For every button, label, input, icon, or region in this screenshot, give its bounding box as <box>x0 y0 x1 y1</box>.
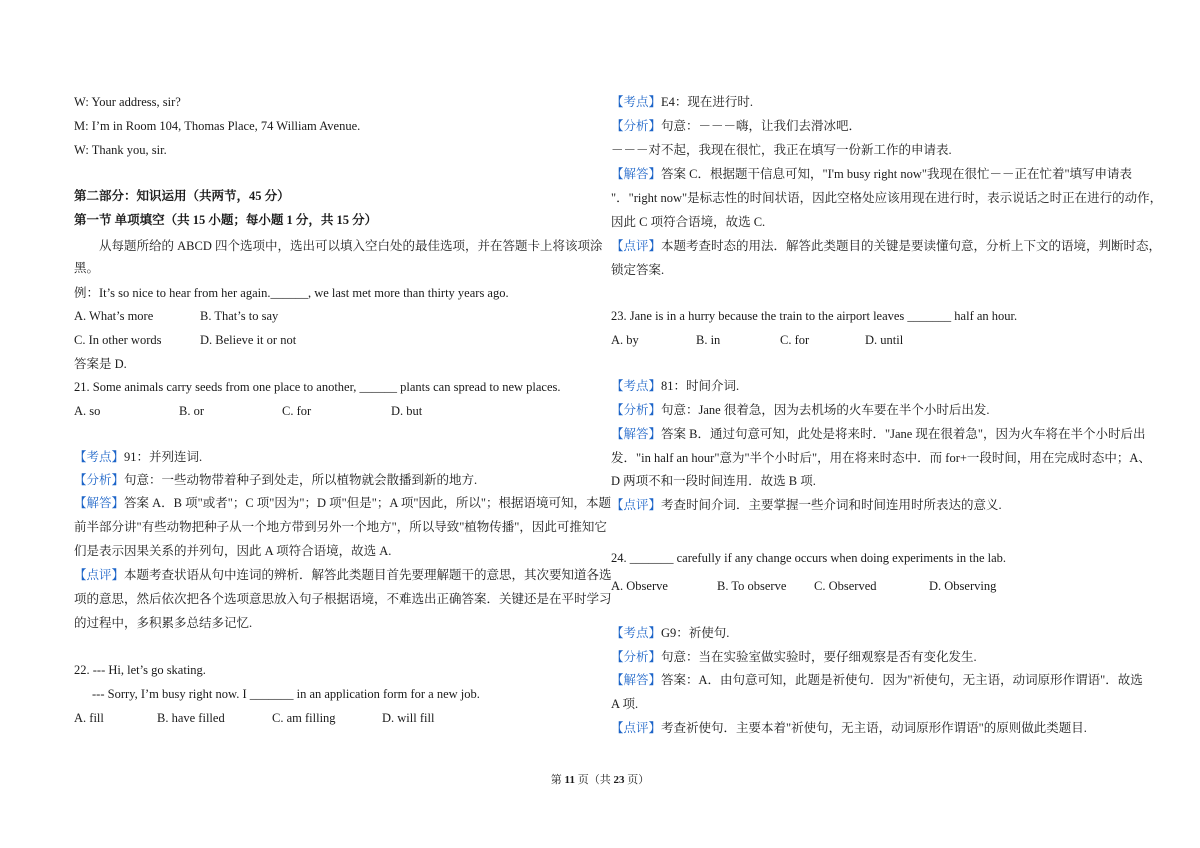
kaodian-tag: 【考点】 <box>611 626 662 640</box>
footer-pre: 第 <box>550 774 565 786</box>
q24-fenxi <box>611 649 977 665</box>
q22-option-b: B. have filled <box>157 711 225 725</box>
q22-stem-reply: --- Sorry, I’m busy right now. I _______ in an application form for a new job. <box>92 687 480 701</box>
q22-kaodian <box>611 94 753 110</box>
q21-dianping <box>74 567 612 583</box>
q23-fenxi <box>611 402 989 418</box>
kaodian-text: 81：时间介词. <box>661 379 740 393</box>
example-answer: 答案是 D. <box>74 357 127 371</box>
fenxi-tag: 【分析】 <box>74 473 125 487</box>
q22-dianping-cont: 锁定答案. <box>611 263 665 277</box>
q22-jieda <box>611 166 1132 182</box>
dianping-text: 考查时间介词．主要掌握一些介词和时间连用时所表达的意义. <box>661 498 1002 512</box>
example-option-b: B. That’s to say <box>200 309 279 323</box>
page-number: 11 <box>564 774 575 786</box>
kaodian-text: G9：祈使句. <box>661 626 730 640</box>
q21-jieda-cont: 前半部分讲"有些动物把种子从一个地方带到另外一个地方"，所以导致"植物传播"，因此可推知它 <box>74 520 607 534</box>
dialog-line: W: Your address, sir? <box>74 95 181 109</box>
example-stem: 例：It’s so nice to hear from her again.______, we last met more than thirty years ago. <box>74 286 509 300</box>
q24-dianping <box>611 720 1087 736</box>
q23-option-b: B. in <box>696 333 721 347</box>
q24-jieda <box>611 672 1143 688</box>
kaodian-tag: 【考点】 <box>611 379 662 393</box>
q24-option-a: A. Observe <box>611 579 668 593</box>
q22-fenxi <box>611 118 861 134</box>
section1-title: 第一节 单项填空（共 15 小题；每小题 1 分，共 15 分） <box>74 213 378 227</box>
kaodian-text: E4：现在进行时. <box>661 95 754 109</box>
instructions-line: 从每题所给的 ABCD 四个选项中，选出可以填入空白处的最佳选项，并在答题卡上将该项涂 <box>99 239 603 253</box>
fenxi-tag: 【分析】 <box>611 119 662 133</box>
footer-mid: 页（共 <box>574 774 614 786</box>
footer-post: 页） <box>624 774 650 786</box>
fenxi-text: 句意：一些动物带着种子到处走，所以植物就会散播到新的地方. <box>124 473 478 487</box>
q22-stem: 22. --- Hi, let’s go skating. <box>74 663 206 677</box>
q21-option-b: B. or <box>179 404 204 418</box>
dialog-line: W: Thank you, sir. <box>74 143 167 157</box>
dialog-line: M: I’m in Room 104, Thomas Place, 74 William Avenue. <box>74 119 361 133</box>
q21-kaodian <box>74 449 202 465</box>
kaodian-tag: 【考点】 <box>611 95 662 109</box>
dianping-text: 本题考查状语从句中连词的辨析．解答此类题目首先要理解题干的意思，其次要知道各选 <box>124 568 612 582</box>
q22-option-d: D. will fill <box>382 711 435 725</box>
q22-jieda-cont: "．"right now"是标志性的时间状语，因此空格处应该用现在进行时，表示说话之时正在进行的动作， <box>611 191 1163 205</box>
page-total: 23 <box>613 774 625 786</box>
q24-option-c: C. Observed <box>814 579 877 593</box>
q22-fenxi-cont: －－－对不起，我现在很忙，我正在填写一份新工作的申请表. <box>611 143 952 157</box>
q23-stem: 23. Jane is in a hurry because the train to the airport leaves _______ half an hour. <box>611 309 1018 323</box>
kaodian-text: 91：并列连词. <box>124 450 203 464</box>
fenxi-tag: 【分析】 <box>611 650 662 664</box>
q21-fenxi <box>74 472 477 488</box>
q24-kaodian <box>611 625 729 641</box>
q22-dianping <box>611 238 1161 254</box>
jieda-tag: 【解答】 <box>611 673 662 687</box>
fenxi-text: 句意：当在实验室做实验时，要仔细观察是否有变化发生. <box>661 650 977 664</box>
jieda-tag: 【解答】 <box>74 496 125 510</box>
q23-option-a: A. by <box>611 333 639 347</box>
q24-stem: 24. _______ carefully if any change occurs when doing experiments in the lab. <box>611 551 1007 565</box>
example-option-c: C. In other words <box>74 333 162 347</box>
q21-jieda-cont: 们是表示因果关系的并列句，因此 A 项符合语境，故选 A. <box>74 544 392 558</box>
jieda-text: 答案：A．由句意可知，此题是祈使句．因为"祈使句，无主语，动词原形作谓语"．故选 <box>661 673 1143 687</box>
kaodian-tag: 【考点】 <box>74 450 125 464</box>
dianping-text: 本题考查时态的用法．解答此类题目的关键是要读懂句意，分析上下文的语境，判断时态， <box>661 239 1162 253</box>
dianping-tag: 【点评】 <box>611 498 662 512</box>
fenxi-text: 句意：－－－嗨，让我们去滑冰吧． <box>661 119 862 133</box>
q21-option-a: A. so <box>74 404 101 418</box>
q21-dianping-cont: 项的意思，然后依次把各个选项意思放入句子根据语境，不难选出正确答案．关键还是在平时学习 <box>74 592 612 606</box>
q21-option-c: C. for <box>282 404 312 418</box>
q21-dianping-cont: 的过程中，多积累多总结多记忆. <box>74 616 253 630</box>
jieda-text: 答案 C．根据题干信息可知，"I'm busy right now"我现在很忙－－正在忙着"填写申请表 <box>661 167 1133 181</box>
q22-option-c: C. am filling <box>272 711 336 725</box>
fenxi-tag: 【分析】 <box>611 403 662 417</box>
example-option-a: A. What’s more <box>74 309 154 323</box>
q23-jieda-cont: D 两项不和一段时间连用．故选 B 项. <box>611 474 816 488</box>
q24-jieda-cont: A 项. <box>611 697 639 711</box>
q21-stem: 21. Some animals carry seeds from one place to another, ______ plants can spread to new places. <box>74 380 561 394</box>
jieda-tag: 【解答】 <box>611 427 662 441</box>
q22-jieda-cont: 因此 C 项符合语境，故选 C. <box>611 215 766 229</box>
q21-option-d: D. but <box>391 404 423 418</box>
jieda-text: 答案 A．B 项"或者"；C 项"因为"；D 项"但是"；A 项"因此，所以"；根据语境可知，本题 <box>124 496 612 510</box>
dianping-text: 考查祈使句．主要本着"祈使句，无主语，动词原形作谓语"的原则做此类题目. <box>661 721 1087 735</box>
example-option-d: D. Believe it or not <box>200 333 297 347</box>
q23-jieda-cont: 发．"in half an hour"意为"半个小时后"，用在将来时态中．而 for+一段时间，用在完成时态中；A、 <box>611 451 1151 465</box>
q23-jieda <box>611 426 1146 442</box>
jieda-text: 答案 B．通过句意可知，此处是将来时．"Jane 现在很着急"，因为火车将在半个小时后出 <box>661 427 1146 441</box>
page-footer <box>0 773 1200 787</box>
fenxi-text: 句意：Jane 很着急，因为去机场的火车要在半个小时后出发. <box>661 403 990 417</box>
q23-option-c: C. for <box>780 333 810 347</box>
dianping-tag: 【点评】 <box>74 568 125 582</box>
dianping-tag: 【点评】 <box>611 239 662 253</box>
q21-jieda <box>74 495 611 511</box>
q23-option-d: D. until <box>865 333 904 347</box>
q24-option-b: B. To observe <box>717 579 787 593</box>
q24-option-d: D. Observing <box>929 579 997 593</box>
instructions-line: 黑。 <box>74 261 100 275</box>
part2-title: 第二部分：知识运用（共两节，45 分） <box>74 189 290 203</box>
jieda-tag: 【解答】 <box>611 167 662 181</box>
q22-option-a: A. fill <box>74 711 104 725</box>
q23-dianping <box>611 497 1002 513</box>
q23-kaodian <box>611 378 739 394</box>
dianping-tag: 【点评】 <box>611 721 662 735</box>
